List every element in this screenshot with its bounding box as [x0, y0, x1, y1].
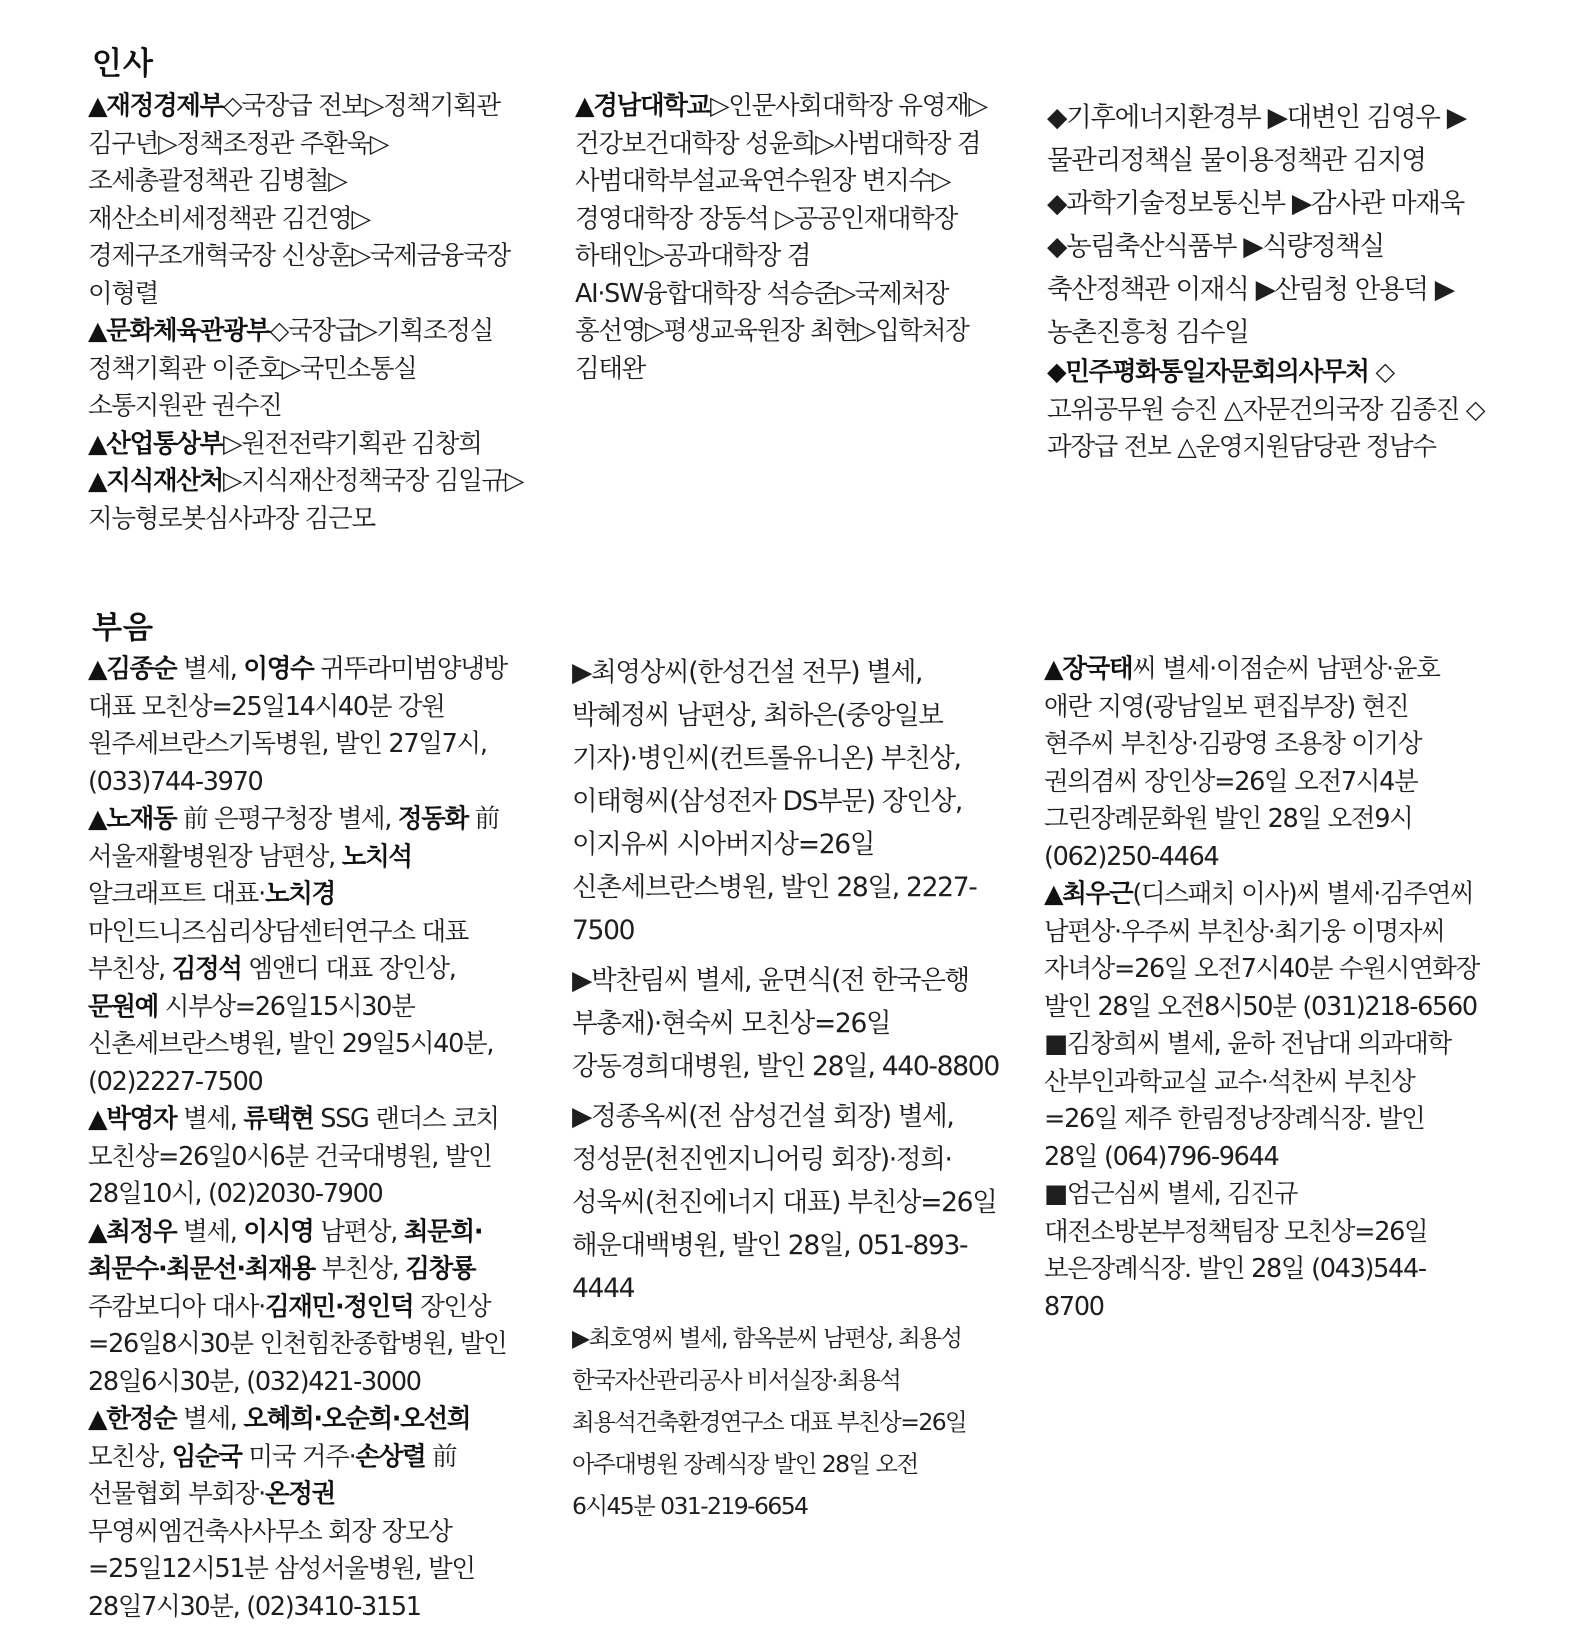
- insa-entry-text: ◆농림축산식품부 ▶식량정책실 축산정책관 이재식 ▶산림청 안용덕 ▶농촌진흥청 김수일: [1047, 231, 1454, 348]
- bueum-name-highlight: 김재민·정인덕: [264, 1291, 414, 1322]
- insa-entry: [88, 313, 528, 426]
- bueum-entry: ▶박찬림씨 별세, 윤면식(전 한국은행 부총재)·현숙씨 모친상=26일 강동경희대병원, 발인 28일, 440-8800: [572, 965, 999, 1082]
- bueum-column-1: [88, 651, 528, 1626]
- bueum-entry-text: 미국 거주·: [241, 1441, 356, 1472]
- bueum-name-highlight: 노치석: [341, 841, 412, 872]
- bueum-entry-text: 귀뚜라미범양냉방 대표 모친상=25일14시40분 강원 원주세브란스기독병원, 발인 27일7시, (033)744-3970: [88, 654, 507, 797]
- bueum-entry-text: ■엄근심씨 별세, 김진규 대전소방본부정책팀장 모친상=26일 보은장례식장. 발인 28일 (043)544-8700: [1044, 1179, 1428, 1322]
- insa-entry-head: ▲산업통상부: [88, 428, 223, 459]
- bueum-name-highlight: 김창룡: [405, 1254, 476, 1284]
- insa-entry-head: ▲경남대학교: [575, 91, 710, 121]
- insa-entry-text: ◆과학기술정보통신부 ▶감사관 마재욱: [1047, 188, 1464, 219]
- bueum-name-highlight: ▲최우근: [1044, 879, 1133, 909]
- insa-column-1: [88, 88, 528, 538]
- insa-entry-text: ◇국장급▷기획조정실 정책기획관 이준호▷국민소통실 소통지원관 권수진: [88, 316, 493, 421]
- bueum-entry-text: 장인상=26일8시30분 인천힘찬종합병원, 발인 28일6시30분, (032)421-3000: [88, 1291, 507, 1397]
- bueum-name-highlight: ▲김종순: [88, 654, 177, 684]
- bueum-entry-text: ■김창희씨 별세, 윤하 전남대 의과대학 산부인과학교실 교수·석찬씨 부친상=26일 제주 한림정낭장례식장. 발인 28일 (064)796-9644: [1044, 1029, 1451, 1172]
- bueum-entry: [88, 1401, 528, 1626]
- bueum-entry-text: 별세,: [176, 654, 244, 684]
- insa-entry-text: ◇국장급 전보▷정책기획관 김구년▷정책조정관 주환욱▷조세총괄정책관 김병철▷재산소비세정책관 김건영▷경제구조개혁국장 신상훈▷국제금융국장 이형렬: [88, 91, 510, 309]
- insa-column-3: [1047, 96, 1487, 467]
- bueum-name-highlight: 문원예: [88, 991, 158, 1022]
- insa-column-2: [575, 88, 995, 388]
- bueum-entry: [88, 1214, 528, 1402]
- bueum-entry-text: (디스패치 이사)씨 별세·김주연씨 남편상·우주씨 부친상·최기웅 이명자씨 자녀상=26일 오전7시40분 수원시연화장 발인 28일 오전8시50분 (031)218-6560: [1044, 879, 1479, 1022]
- bueum-name-highlight: ▲최정우: [88, 1216, 177, 1247]
- bueum-entry-text: 前 선물협회 부회장·: [88, 1441, 457, 1509]
- bueum-name-highlight: ▲한정순: [88, 1404, 177, 1434]
- bueum-name-highlight: 이영수: [243, 654, 314, 684]
- bueum-entry-text: 남편상,: [313, 1216, 404, 1247]
- bueum-entry: ▶최호영씨 별세, 함옥분씨 남편상, 최용성 한국자산관리공사 비서실장·최용석 최용석건축환경연구소 대표 부친상=26일 아주대병원 장례식장 발인 28일 오전 6시45분 031-219-6654: [572, 1324, 967, 1520]
- bueum-entry-text: 별세,: [176, 1404, 244, 1434]
- bueum-entry: ▶최영상씨(한성건설 전무) 별세, 박혜정씨 남편상, 최하은(중앙일보 기자)·병인씨(컨트롤유니온) 부친상, 이태형씨(삼성전자 DS부문) 장인상, 이지유씨 시아버지상=26일 신촌세브란스병원, 발인 28일, 2227-7500: [572, 657, 977, 946]
- bueum-name-highlight: 손상렬: [355, 1441, 426, 1472]
- bueum-entry: [1044, 876, 1484, 1026]
- bueum-entry-text: 엠앤디 대표 장인상,: [241, 954, 456, 984]
- bueum-entry-text: 주캄보디아 대사·: [88, 1291, 265, 1322]
- bueum-entry-text: 별세,: [176, 1104, 244, 1134]
- bueum-entry-text: 前 은평구청장 별세,: [176, 804, 398, 834]
- insa-entry: [88, 88, 528, 313]
- insa-entry-text: ▷원전전략기획관 김창희: [222, 428, 482, 459]
- insa-entry: [575, 88, 995, 388]
- bueum-name-highlight: 노치경: [264, 879, 335, 909]
- bueum-entry-text: 모친상,: [88, 1441, 172, 1472]
- insa-entry-text: ◇고위공무원 승진 △자문건의국장 김종진 ◇과장급 전보 △운영지원담당관 정남수: [1047, 357, 1485, 462]
- bueum-entry-text: 무영씨엠건축사사무소 회장 장모상=25일12시51분 삼성서울병원, 발인 28일7시30분, (02)3410-3151: [88, 1516, 475, 1622]
- insa-entry: [88, 463, 528, 538]
- bueum-entry: [1044, 1026, 1484, 1176]
- insa-entry-text: ◆기후에너지환경부 ▶대변인 김영우 ▶물관리정책실 물이용정책관 김지영: [1047, 102, 1466, 176]
- insa-entry-text: ▷인문사회대학장 유영재▷건강보건대학장 성윤희▷사범대학장 겸 사범대학부설교육연수원장 변지수▷경영대학장 장동석 ▷공공인재대학장 하태인▷공과대학장 겸 AI·SW융합대학장 석승준▷국제처장 홍선영▷평생교육원장 최현▷입학처장 김태완: [575, 91, 987, 384]
- bueum-entry: [88, 651, 528, 801]
- insa-entry-text: ▷지식재산정책국장 김일규▷지능형로봇심사과장 김근모: [88, 466, 524, 534]
- bueum-name-highlight: 임순국: [171, 1441, 242, 1472]
- insa-entry: [88, 426, 528, 464]
- section-title-insa: 인사: [92, 46, 154, 82]
- bueum-name-highlight: ▲노재동: [88, 804, 177, 834]
- insa-entry-head: ▲재정경제부: [88, 91, 223, 121]
- insa-entry-head: ▲문화체육관광부: [88, 316, 270, 346]
- insa-entry-head: ▲지식재산처: [88, 466, 223, 496]
- insa-entry: [1047, 225, 1487, 354]
- insa-entry: [1047, 354, 1487, 467]
- bueum-name-highlight: 오혜희·오순희·오선희: [243, 1404, 471, 1434]
- insa-entry: [1047, 182, 1487, 225]
- bueum-name-highlight: 이시영: [243, 1216, 314, 1247]
- bueum-entry-text: SSG 랜더스 코치 모친상=26일0시6분 건국대병원, 발인 28일10시, (02)2030-7900: [88, 1104, 499, 1209]
- bueum-entry: [88, 1101, 528, 1214]
- bueum-name-highlight: 김정석: [171, 954, 242, 984]
- bueum-entry-text: 마인드니즈심리상담센터연구소 대표 부친상,: [88, 916, 469, 984]
- bueum-name-highlight: 정동화: [397, 804, 468, 834]
- section-title-bueum: 부음: [92, 610, 154, 646]
- insa-entry: [1047, 96, 1487, 182]
- bueum-name-highlight: 온정권: [264, 1479, 335, 1509]
- bueum-column-2: [572, 651, 1004, 1527]
- bueum-entry-text: 별세,: [176, 1216, 244, 1247]
- bueum-column-3: [1044, 651, 1484, 1326]
- bueum-entry: [1044, 651, 1484, 876]
- bueum-entry-text: 씨 별세·이점순씨 남편상·윤호 애란 지영(광남일보 편집부장) 현진 현주씨 부친상·김광영 조용창 이기상 권의겸씨 장인상=26일 오전7시4분 그린장례문화원 발인 28일 오전9시 (062)250-4464: [1044, 654, 1440, 872]
- bueum-name-highlight: 류택현: [243, 1104, 314, 1134]
- bueum-name-highlight: ▲장국태: [1044, 654, 1133, 684]
- bueum-entry-text: 시부상=26일15시30분 신촌세브란스병원, 발인 29일5시40분, (02)2227-7500: [88, 991, 494, 1097]
- bueum-entry: ▶정종옥씨(전 삼성건설 회장) 별세, 정성문(천진엔지니어링 회장)·정희·성욱씨(천진에너지 대표) 부친상=26일 해운대백병원, 발인 28일, 051-893-4444: [572, 1101, 997, 1304]
- bueum-entry-text: 부친상,: [314, 1254, 406, 1284]
- bueum-name-highlight: 최문희·최문수·최문선·최재용: [88, 1216, 483, 1284]
- bueum-entry: [88, 801, 528, 1101]
- insa-entry-head: ◆민주평화통일자문회의사무처: [1047, 357, 1369, 387]
- bueum-name-highlight: ▲박영자: [88, 1104, 177, 1134]
- bueum-entry: [1044, 1176, 1484, 1326]
- bueum-entry-text: 前 서울재활병원장 남편상,: [88, 804, 499, 872]
- bueum-entry-text: 알크래프트 대표·: [88, 879, 265, 909]
